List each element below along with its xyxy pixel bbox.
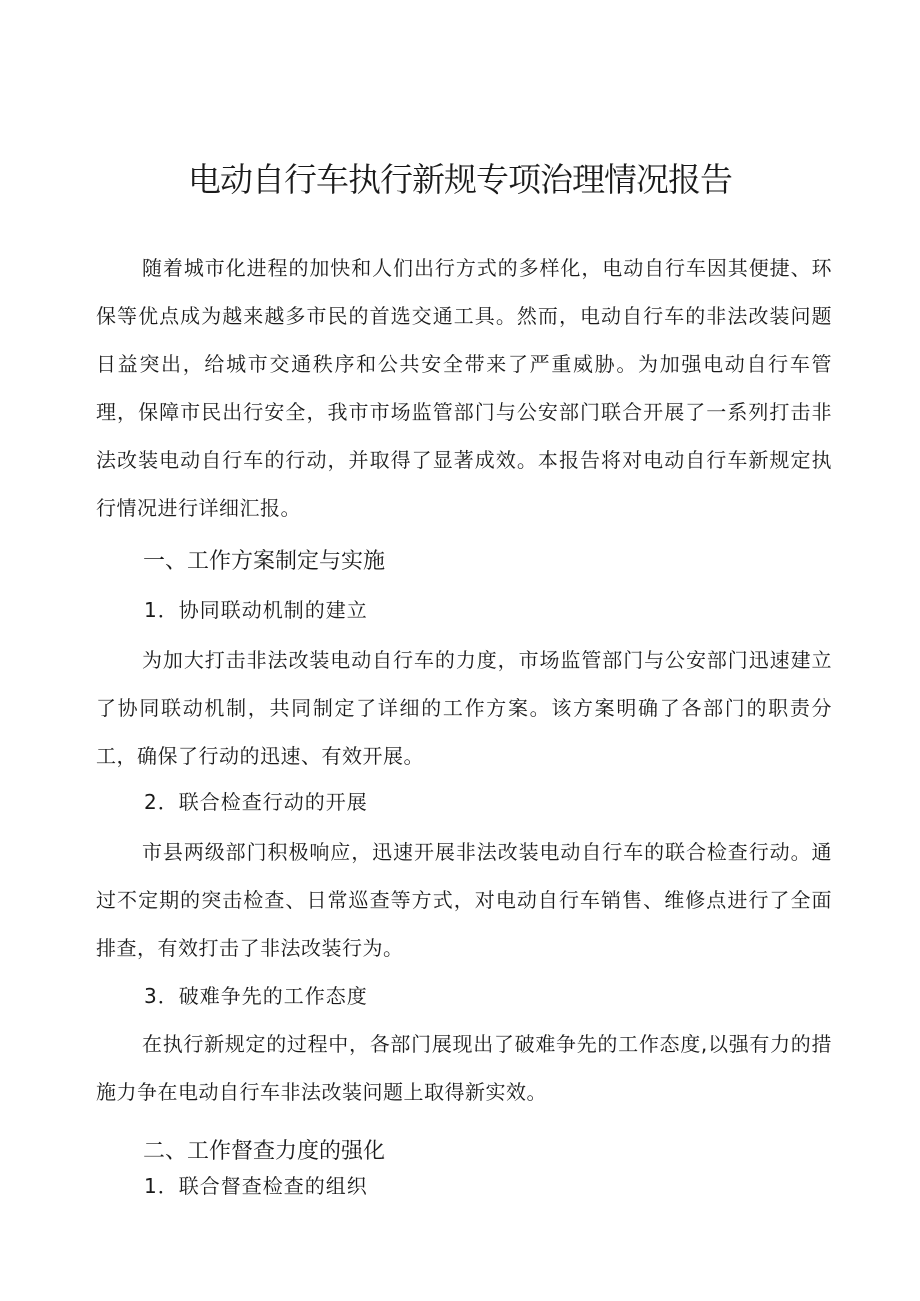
subsection-heading-2-1: 1．联合督查检查的组织 — [144, 1174, 368, 1198]
subsection-heading-1-2: 2．联合检查行动的开展 — [144, 790, 368, 814]
subsection-paragraph-1-3: 在执行新规定的过程中，各部门展现出了破难争先的工作态度,以强有力的措施力争在电动自行车非法改装问题上取得新实效。 — [96, 1032, 832, 1104]
document-title: 电动自行车执行新规专项治理情况报告 — [188, 160, 732, 199]
subsection-heading-1-1: 1．协同联动机制的建立 — [144, 598, 368, 622]
subsection-paragraph-1-1: 为加大打击非法改装电动自行车的力度，市场监管部门与公安部门迅速建立了协同联动机制，共同制定了详细的工作方案。该方案明确了各部门的职责分工，确保了行动的迅速、有效开展。 — [96, 648, 832, 768]
intro-paragraph: 随着城市化进程的加快和人们出行方式的多样化，电动自行车因其便捷、环保等优点成为越来越多市民的首选交通工具。然而，电动自行车的非法改装问题日益突出，给城市交通秩序和公共安全带来了严重威胁。为加强电动自行车管理，保障市民出行安全，我市市场监管部门与公安部门联合开展了一系列打击非法改装电动自行车的行动，并取得了显著成效。本报告将对电动自行车新规定执行情况进行详细汇报。 — [96, 256, 832, 520]
section-heading-1: 一、工作方案制定与实施 — [143, 549, 386, 574]
subsection-paragraph-1-2: 市县两级部门积极响应，迅速开展非法改装电动自行车的联合检查行动。通过不定期的突击检查、日常巡查等方式，对电动自行车销售、维修点进行了全面排查，有效打击了非法改装行为。 — [96, 840, 832, 960]
section-heading-2: 二、工作督查力度的强化 — [143, 1139, 386, 1164]
subsection-heading-1-3: 3．破难争先的工作态度 — [144, 984, 368, 1008]
